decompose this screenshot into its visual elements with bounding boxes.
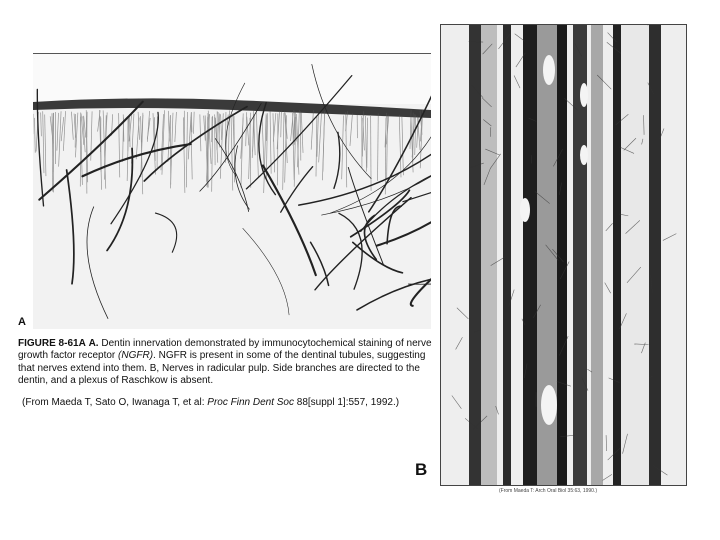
panel-a-label: A (18, 316, 26, 328)
caption-abbreviation: (NGFR) (118, 350, 154, 362)
source-suffix: 88[suppl 1]:557, 1992.) (296, 397, 400, 408)
source-journal: Proc Finn Dent Soc (207, 397, 294, 408)
dentin-innervation-image (33, 54, 431, 329)
caption-text-2: . NGFR is present in some of the dentinal tubules, suggesting that nerves extend into them. (18, 350, 426, 374)
figure-number: FIGURE 8-61A (18, 338, 86, 349)
source-prefix: (From Maeda T, Sato O, Iwanaga T, et al: (22, 397, 205, 408)
caption-text-3: Nerves in radicular pulp. Side branches are directed to the dentin, and a plexus of Raschkow is absent. (18, 362, 420, 386)
radicular-pulp-image (441, 25, 686, 485)
panel-b-label: B (415, 460, 428, 479)
panel-b-micrograph (440, 24, 687, 486)
source-citation (22, 397, 399, 408)
panel-a-micrograph (33, 54, 431, 329)
caption-panel-ref-a: A. (88, 338, 99, 349)
caption-text-1: Dentin innervation demonstrated by immunocytochemical staining of nerve growth factor receptor (18, 338, 432, 362)
panel-b-credit: (From Maeda T: Arch Oral Biol 35:63, 1990.) (499, 488, 598, 494)
figure-caption (18, 338, 436, 387)
caption-panel-ref-b: B, (149, 362, 160, 374)
